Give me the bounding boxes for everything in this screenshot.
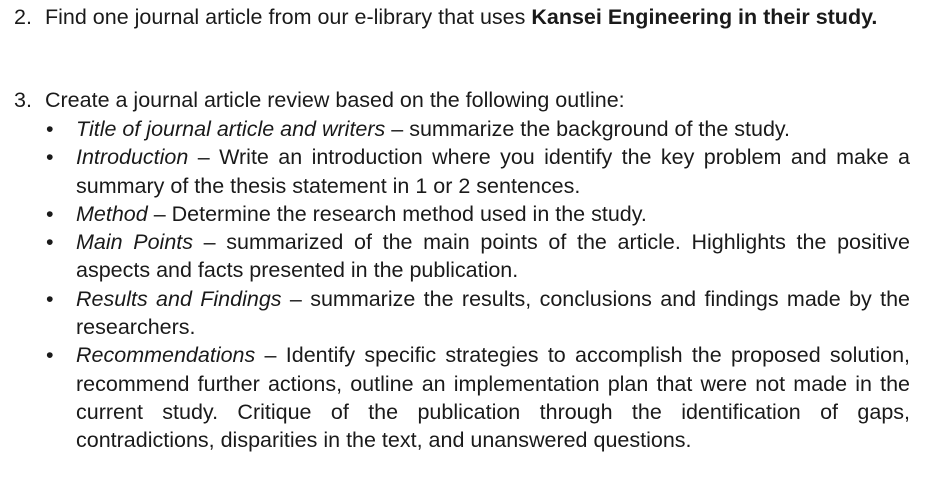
- item-2-text: [45, 3, 909, 31]
- bullet-icon: •: [46, 145, 54, 170]
- bullet-text: Determine the research method used in the study.: [171, 201, 647, 226]
- bullet-dash: –: [188, 145, 220, 170]
- bullet-term: Main Points: [76, 230, 194, 255]
- bullet-item-main-points: [46, 228, 910, 285]
- bullet-item-title: [46, 115, 910, 143]
- bullet-term: Title of journal article and writers: [76, 117, 386, 141]
- bullet-term: Introduction: [76, 145, 189, 170]
- bullet-dash: –: [281, 286, 311, 311]
- item-3-text: Create a journal article review based on the following outline:: [45, 88, 625, 112]
- bullet-text: summarized of the main points of the article. Highlights the positive aspects and facts presented in the publication.: [76, 230, 910, 283]
- bullet-term: Recommendations: [76, 343, 256, 368]
- item-number: 2.: [14, 5, 32, 29]
- bullet-dash: –: [193, 230, 227, 255]
- bullet-icon: •: [46, 117, 54, 141]
- bullet-icon: •: [46, 343, 54, 368]
- bullet-text: Identify specific strategies to accomplish the proposed solution, recommend further actions, outline an implementation plan that were not made in the current study. Critique of the publication through the identification of gaps, contradictions, disparities in the text, and unanswered questions.: [76, 343, 911, 453]
- bullet-term: Results and Findings: [76, 286, 282, 311]
- bullet-icon: •: [46, 201, 54, 226]
- bullet-dash: –: [255, 343, 286, 368]
- item-number: 3.: [14, 88, 32, 112]
- item-2-plain-text: Find one journal article from our e-library that uses: [45, 5, 532, 29]
- list-item-3: [14, 86, 909, 114]
- bullet-dash: –: [147, 201, 172, 226]
- bullet-item-introduction: [46, 143, 910, 200]
- bullet-item-recommendations: [46, 341, 910, 454]
- bullet-item-results: [46, 285, 910, 342]
- bullet-item-method: [46, 200, 910, 228]
- list-item-2: [14, 3, 909, 31]
- item-2-bold-text: Kansei Engineering in their study.: [531, 5, 878, 29]
- bullet-icon: •: [46, 286, 54, 311]
- bullet-dash: –: [385, 117, 410, 141]
- bullet-text: summarize the background of the study.: [409, 117, 791, 141]
- bullet-text: Write an introduction where you identify the key problem and make a summary of the thesis statement in 1 or 2 sentences.: [76, 145, 910, 198]
- bullet-text: summarize the results, conclusions and findings made by the researchers.: [76, 286, 911, 340]
- outline-bullet-list: [46, 115, 910, 455]
- bullet-icon: •: [46, 230, 54, 255]
- bullet-term: Method: [76, 201, 148, 226]
